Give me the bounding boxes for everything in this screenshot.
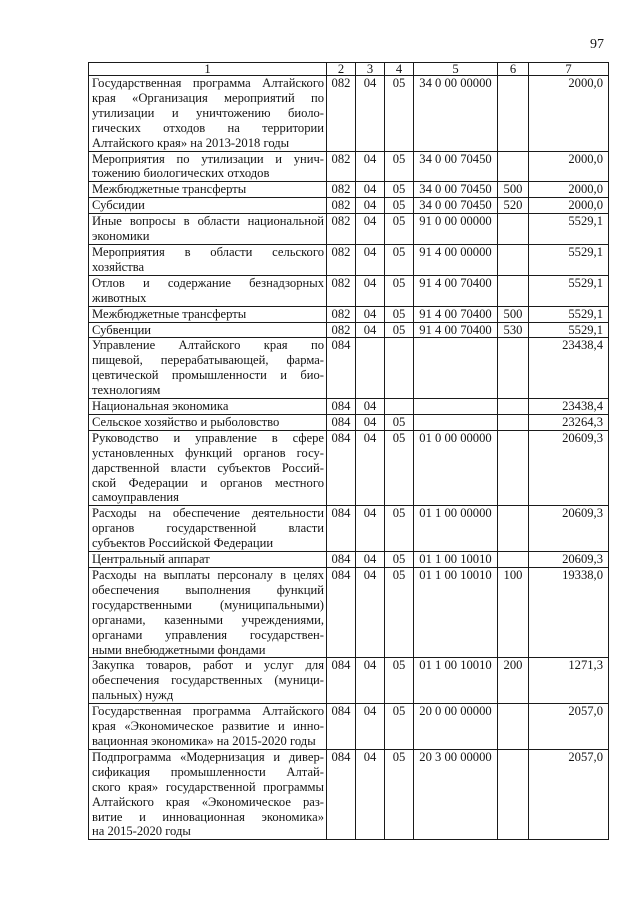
row-title-line: ского края» государственной программы — [92, 779, 324, 794]
row-title-cell — [89, 244, 327, 275]
subsection-cell: 05 — [385, 214, 414, 245]
target-code-cell: 01 1 00 00000 — [414, 506, 498, 552]
row-title-line: органов государственной власти — [92, 521, 324, 536]
expense-type-cell: 100 — [498, 568, 529, 658]
amount-cell: 1271,3 — [529, 658, 609, 704]
amount-cell: 2000,0 — [529, 198, 609, 214]
amount-cell: 2000,0 — [529, 76, 609, 152]
row-title-line: Национальная экономика — [92, 399, 229, 414]
subsection-cell: 05 — [385, 704, 414, 750]
amount-cell: 5529,1 — [529, 214, 609, 245]
row-title-cell — [89, 704, 327, 750]
amount-cell: 2000,0 — [529, 182, 609, 198]
row-title-line: животных — [92, 290, 147, 305]
dept-code-cell: 082 — [327, 76, 356, 152]
table-row — [89, 198, 609, 214]
amount-cell: 19338,0 — [529, 568, 609, 658]
table-row — [89, 399, 609, 415]
table-row — [89, 552, 609, 568]
row-title-line: Межбюджетные трансферты — [92, 182, 247, 197]
header-cell: 6 — [498, 63, 529, 76]
section-cell: 04 — [356, 214, 385, 245]
expense-type-cell — [498, 430, 529, 506]
section-cell: 04 — [356, 430, 385, 506]
row-title-line: установленных функций органов госу- — [92, 445, 324, 460]
dept-code-cell: 084 — [327, 506, 356, 552]
expense-type-cell — [498, 214, 529, 245]
header-cell: 3 — [356, 63, 385, 76]
dept-code-cell: 084 — [327, 430, 356, 506]
dept-code-cell: 082 — [327, 306, 356, 322]
dept-code-cell: 082 — [327, 275, 356, 306]
row-title-line: обеспечения выполнения функций — [92, 582, 324, 597]
row-title-line: субъектов Российской Федерации — [92, 536, 274, 551]
row-title-cell — [89, 198, 327, 214]
row-title-line: Закупка товаров, работ и услуг для — [92, 658, 324, 673]
table-header-row — [89, 63, 609, 76]
subsection-cell: 05 — [385, 322, 414, 338]
target-code-cell: 34 0 00 70450 — [414, 198, 498, 214]
section-cell: 04 — [356, 399, 385, 415]
row-title-cell — [89, 568, 327, 658]
subsection-cell — [385, 399, 414, 415]
amount-cell: 2000,0 — [529, 151, 609, 182]
dept-code-cell: 082 — [327, 244, 356, 275]
row-title-cell — [89, 749, 327, 839]
amount-cell: 2057,0 — [529, 704, 609, 750]
dept-code-cell: 084 — [327, 658, 356, 704]
header-cell: 2 — [327, 63, 356, 76]
target-code-cell: 34 0 00 70450 — [414, 182, 498, 198]
row-title-line: Расходы на обеспечение деятельности — [92, 506, 324, 521]
amount-cell: 20609,3 — [529, 506, 609, 552]
amount-cell: 2057,0 — [529, 749, 609, 839]
row-title-line: органами управления государствен- — [92, 627, 324, 642]
header-cell: 5 — [414, 63, 498, 76]
header-cell: 7 — [529, 63, 609, 76]
row-title-cell — [89, 506, 327, 552]
row-title-cell — [89, 322, 327, 338]
expense-type-cell — [498, 414, 529, 430]
section-cell: 04 — [356, 749, 385, 839]
dept-code-cell: 084 — [327, 552, 356, 568]
target-code-cell — [414, 414, 498, 430]
row-title-line: тожению биологических отходов — [92, 166, 270, 181]
dept-code-cell: 084 — [327, 414, 356, 430]
table-row — [89, 306, 609, 322]
target-code-cell: 91 0 00 00000 — [414, 214, 498, 245]
table-body — [89, 76, 609, 840]
table-row — [89, 214, 609, 245]
amount-cell: 23438,4 — [529, 338, 609, 399]
subsection-cell: 05 — [385, 506, 414, 552]
subsection-cell: 05 — [385, 568, 414, 658]
table-row — [89, 275, 609, 306]
dept-code-cell: 082 — [327, 322, 356, 338]
target-code-cell: 91 4 00 70400 — [414, 322, 498, 338]
target-code-cell: 34 0 00 70450 — [414, 151, 498, 182]
section-cell: 04 — [356, 568, 385, 658]
subsection-cell: 05 — [385, 76, 414, 152]
row-title-cell — [89, 430, 327, 506]
section-cell: 04 — [356, 76, 385, 152]
subsection-cell: 05 — [385, 658, 414, 704]
subsection-cell: 05 — [385, 244, 414, 275]
subsection-cell — [385, 338, 414, 399]
target-code-cell: 91 4 00 70400 — [414, 275, 498, 306]
amount-cell: 5529,1 — [529, 306, 609, 322]
row-title-line: цевтической промышленности и био- — [92, 368, 324, 383]
table-row — [89, 506, 609, 552]
row-title-line: технологиям — [92, 383, 161, 398]
row-title-cell — [89, 399, 327, 415]
dept-code-cell: 084 — [327, 704, 356, 750]
table-row — [89, 704, 609, 750]
dept-code-cell: 084 — [327, 568, 356, 658]
section-cell: 04 — [356, 244, 385, 275]
target-code-cell: 01 1 00 10010 — [414, 658, 498, 704]
amount-cell: 20609,3 — [529, 552, 609, 568]
amount-cell: 5529,1 — [529, 322, 609, 338]
amount-cell: 23438,4 — [529, 399, 609, 415]
table-row — [89, 338, 609, 399]
expense-type-cell — [498, 552, 529, 568]
expense-type-cell — [498, 244, 529, 275]
dept-code-cell: 082 — [327, 151, 356, 182]
expense-type-cell — [498, 749, 529, 839]
expense-type-cell — [498, 275, 529, 306]
section-cell: 04 — [356, 506, 385, 552]
row-title-line: Центральный аппарат — [92, 552, 210, 567]
row-title-line: Руководство и управление в сфере — [92, 430, 324, 445]
row-title-line: Расходы на выплаты персоналу в целях — [92, 568, 324, 582]
row-title-line: Государственная программа Алтайского — [92, 704, 324, 719]
row-title-cell — [89, 76, 327, 152]
expense-type-cell: 520 — [498, 198, 529, 214]
section-cell: 04 — [356, 704, 385, 750]
target-code-cell: 34 0 00 00000 — [414, 76, 498, 152]
section-cell: 04 — [356, 198, 385, 214]
expense-type-cell — [498, 338, 529, 399]
section-cell: 04 — [356, 275, 385, 306]
row-title-line: Алтайского края «Экономическое раз- — [92, 794, 324, 809]
subsection-cell: 05 — [385, 306, 414, 322]
row-title-cell — [89, 275, 327, 306]
table-row — [89, 568, 609, 658]
row-title-cell — [89, 306, 327, 322]
section-cell: 04 — [356, 414, 385, 430]
table-row — [89, 76, 609, 152]
subsection-cell: 05 — [385, 414, 414, 430]
row-title-cell — [89, 214, 327, 245]
expense-type-cell — [498, 399, 529, 415]
subsection-cell: 05 — [385, 430, 414, 506]
table-row — [89, 430, 609, 506]
subsection-cell: 05 — [385, 749, 414, 839]
target-code-cell: 01 1 00 10010 — [414, 552, 498, 568]
budget-table — [88, 62, 609, 840]
subsection-cell: 05 — [385, 151, 414, 182]
row-title-cell — [89, 658, 327, 704]
amount-cell: 20609,3 — [529, 430, 609, 506]
row-title-line: пальных) нужд — [92, 688, 174, 703]
subsection-cell: 05 — [385, 275, 414, 306]
row-title-line: витие и инновационная экономика» — [92, 809, 324, 824]
row-title-cell — [89, 552, 327, 568]
row-title-line: Межбюджетные трансферты — [92, 306, 247, 321]
row-title-line: Отлов и содержание безнадзорных — [92, 275, 324, 290]
row-title-line: Мероприятия в области сельского — [92, 244, 324, 259]
table-row — [89, 182, 609, 198]
row-title-line: Субсидии — [92, 198, 145, 213]
row-title-line: на 2015-2020 годы — [92, 824, 191, 839]
row-title-line: самоуправления — [92, 490, 179, 505]
amount-cell: 5529,1 — [529, 275, 609, 306]
expense-type-cell: 200 — [498, 658, 529, 704]
target-code-cell: 20 3 00 00000 — [414, 749, 498, 839]
section-cell: 04 — [356, 322, 385, 338]
row-title-line: Алтайского края» на 2013-2018 годы — [92, 135, 290, 150]
table-header — [89, 63, 609, 76]
row-title-line: Иные вопросы в области национальной — [92, 214, 324, 229]
row-title-line: Государственная программа Алтайского — [92, 76, 324, 90]
row-title-line: Подпрограмма «Модернизация и дивер- — [92, 749, 324, 764]
row-title-line: края «Организация мероприятий по — [92, 90, 324, 105]
expense-type-cell — [498, 506, 529, 552]
dept-code-cell: 084 — [327, 338, 356, 399]
expense-type-cell: 530 — [498, 322, 529, 338]
target-code-cell: 01 0 00 00000 — [414, 430, 498, 506]
expense-type-cell — [498, 76, 529, 152]
row-title-line: Сельское хозяйство и рыболовство — [92, 414, 280, 429]
header-cell: 1 — [89, 63, 327, 76]
target-code-cell: 20 0 00 00000 — [414, 704, 498, 750]
row-title-line: пищевой, перерабатывающей, фарма- — [92, 353, 324, 368]
row-title-line: края «Экономическое развитие и инно- — [92, 719, 324, 734]
dept-code-cell: 082 — [327, 198, 356, 214]
row-title-line: гических отходов на территории — [92, 120, 324, 135]
section-cell: 04 — [356, 658, 385, 704]
dept-code-cell: 084 — [327, 749, 356, 839]
expense-type-cell: 500 — [498, 306, 529, 322]
section-cell: 04 — [356, 182, 385, 198]
subsection-cell: 05 — [385, 198, 414, 214]
expense-type-cell — [498, 704, 529, 750]
subsection-cell: 05 — [385, 552, 414, 568]
section-cell — [356, 338, 385, 399]
row-title-line: экономики — [92, 229, 150, 244]
row-title-line: Субвенции — [92, 322, 152, 337]
table-row — [89, 658, 609, 704]
row-title-line: сификация промышленности Алтай- — [92, 764, 324, 779]
table-row — [89, 244, 609, 275]
dept-code-cell: 084 — [327, 399, 356, 415]
target-code-cell: 91 4 00 70400 — [414, 306, 498, 322]
expense-type-cell: 500 — [498, 182, 529, 198]
page-number: 97 — [590, 37, 604, 52]
row-title-line: вационная экономика» на 2015-2020 годы — [92, 733, 316, 748]
target-code-cell — [414, 399, 498, 415]
table-row — [89, 151, 609, 182]
section-cell: 04 — [356, 151, 385, 182]
section-cell: 04 — [356, 552, 385, 568]
row-title-line: ской Федерации и органов местного — [92, 475, 324, 490]
section-cell: 04 — [356, 306, 385, 322]
target-code-cell — [414, 338, 498, 399]
row-title-line: хозяйства — [92, 259, 145, 274]
table-row — [89, 414, 609, 430]
row-title-cell — [89, 151, 327, 182]
target-code-cell: 91 4 00 00000 — [414, 244, 498, 275]
row-title-line: утилизации и уничтожению биоло- — [92, 105, 324, 120]
subsection-cell: 05 — [385, 182, 414, 198]
dept-code-cell: 082 — [327, 214, 356, 245]
row-title-line: обеспечения государственных (муници- — [92, 673, 324, 688]
amount-cell: 23264,3 — [529, 414, 609, 430]
row-title-cell — [89, 338, 327, 399]
row-title-cell — [89, 414, 327, 430]
row-title-line: ными внебюджетными фондами — [92, 642, 266, 657]
amount-cell: 5529,1 — [529, 244, 609, 275]
header-cell: 4 — [385, 63, 414, 76]
row-title-line: Управление Алтайского края по — [92, 338, 324, 353]
dept-code-cell: 082 — [327, 182, 356, 198]
row-title-line: государственными (муниципальными) — [92, 597, 324, 612]
target-code-cell: 01 1 00 10010 — [414, 568, 498, 658]
expense-type-cell — [498, 151, 529, 182]
row-title-line: Мероприятия по утилизации и унич- — [92, 151, 324, 166]
table-row — [89, 322, 609, 338]
row-title-line: дарственной власти субъектов Россий- — [92, 460, 324, 475]
row-title-cell — [89, 182, 327, 198]
table-row — [89, 749, 609, 839]
row-title-line: органами, казенными учреждениями, — [92, 612, 324, 627]
